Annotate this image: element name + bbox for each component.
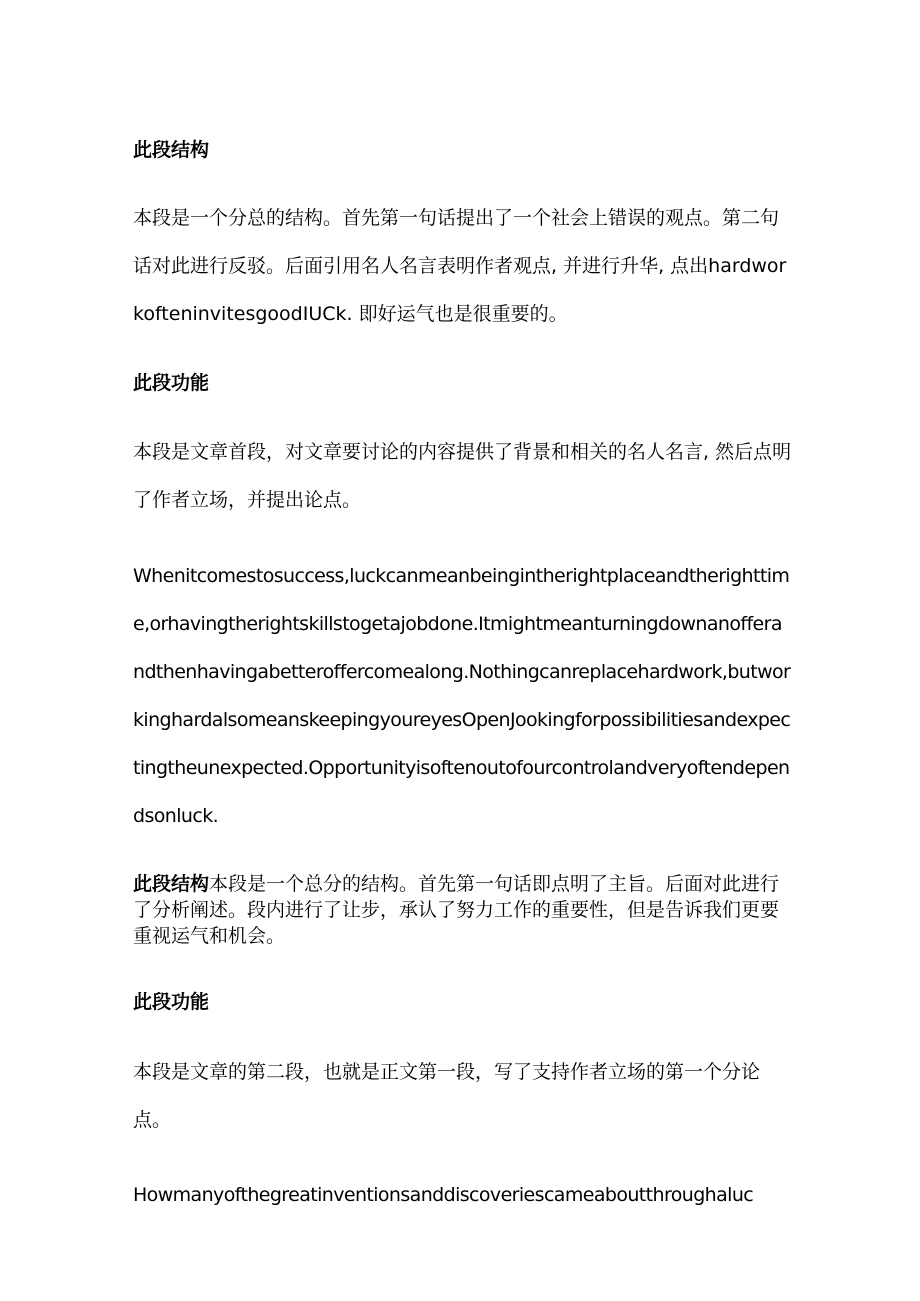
- section-structure-text-1: 本段是一个分总的结构。首先第一句话提出了一个社会上错误的观点。第二句话对此进行反驳。后面引用名人名言表明作者观点, 并进行升华, 点出hardworkofteninvitesgoodIUCk. 即好运气也是很重要的。: [133, 207, 787, 325]
- section-function-text-1: 本段是文章首段，对文章要讨论的内容提供了背景和相关的名人名言, 然后点明了作者立场，并提出论点。: [133, 441, 792, 511]
- english-paragraph-1: Whenitcomestosuccess,luckcanmeanbeingintherightplaceandtherighttime,orhavingtherightskillstogetajobdone.Itmightmeanturningdownanofferandthenhavingabetteroffercomealong.Nothingcanreplacehardwork,butworkinghardalsomeanskeepingyoureyesOpenJookingforpossibilitiesandexpectingtheunexpected.Opportunityisoftenoutofourcontrolandveryoftendependsonluck.: [133, 565, 791, 827]
- section-structure-heading-1: 此段结构: [133, 139, 210, 161]
- section-function-heading-2: 此段功能: [133, 991, 210, 1013]
- section-function-text-2: 本段是文章的第二段，也就是正文第一段，写了支持作者立场的第一个分论点。: [133, 1061, 761, 1131]
- section-structure-heading-2: 此段结构: [133, 873, 210, 895]
- section-structure-block-2: [133, 871, 793, 949]
- section-structure-text-2: 本段是一个总分的结构。首先第一句话即点明了主旨。后面对此进行了分析阐述。段内进行了让步，承认了努力工作的重要性，但是告诉我们更要重视运气和机会。: [133, 873, 780, 947]
- english-paragraph-2: Howmanyofthegreatinventionsanddiscoveriescameaboutthroughaluc: [133, 1184, 754, 1206]
- section-function-heading-1: 此段功能: [133, 372, 210, 394]
